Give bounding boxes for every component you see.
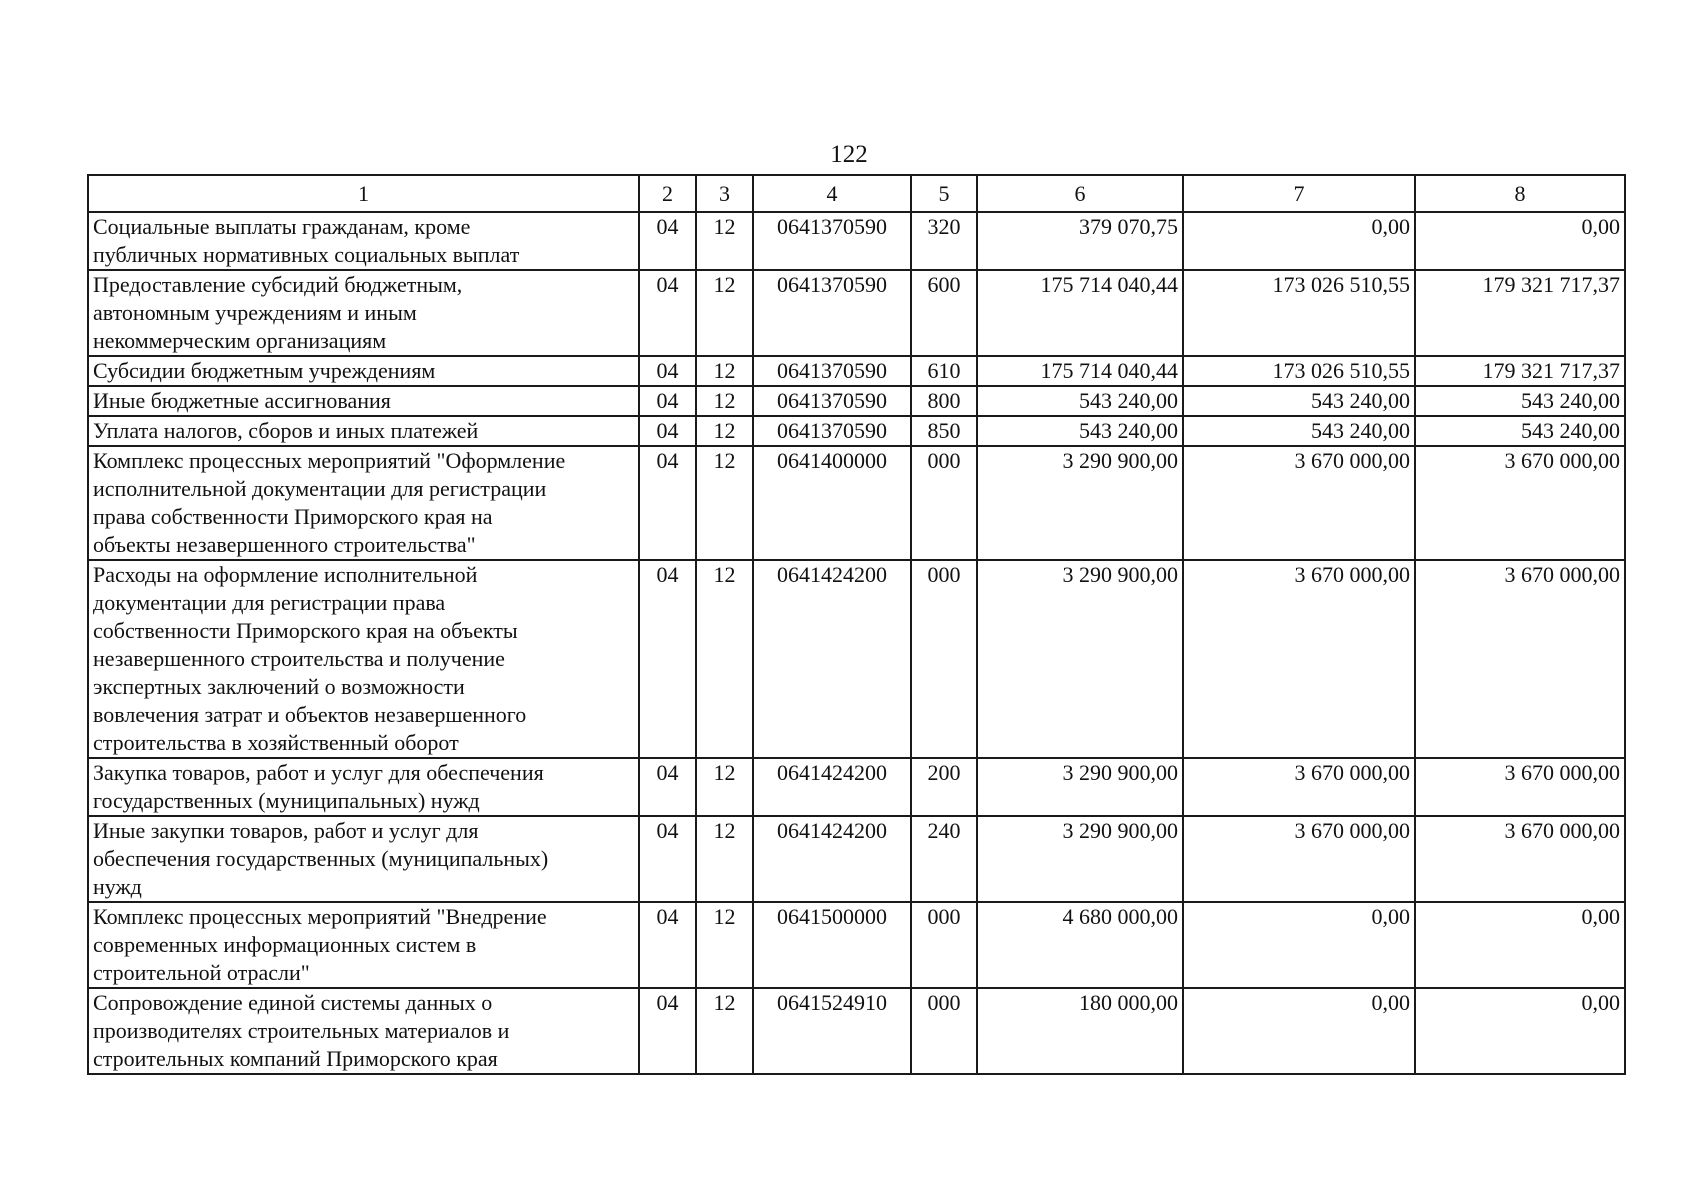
amount-col-6: 3 290 900,00 bbox=[977, 446, 1183, 560]
column-header: 6 bbox=[977, 175, 1183, 212]
description-line: строительной отрасли" bbox=[93, 960, 310, 985]
amount-col-7: 3 670 000,00 bbox=[1183, 446, 1415, 560]
subsection-code: 12 bbox=[696, 356, 753, 386]
description-line: Предоставление субсидий бюджетным, bbox=[93, 272, 463, 297]
target-article-code: 0641400000 bbox=[753, 446, 911, 560]
row-description bbox=[88, 212, 639, 270]
column-header: 8 bbox=[1415, 175, 1625, 212]
description-line: обеспечения государственных (муниципальных) bbox=[93, 846, 549, 871]
target-article-code: 0641424200 bbox=[753, 758, 911, 816]
subsection-code: 12 bbox=[696, 270, 753, 356]
amount-col-8: 0,00 bbox=[1415, 212, 1625, 270]
description-line: некоммерческим организациям bbox=[93, 328, 387, 353]
description-line: объекты незавершенного строительства" bbox=[93, 532, 476, 557]
target-article-code: 0641424200 bbox=[753, 816, 911, 902]
description-line: Сопровождение единой системы данных о bbox=[93, 990, 493, 1015]
row-description bbox=[88, 386, 639, 416]
expense-type-code: 200 bbox=[911, 758, 977, 816]
amount-col-8: 543 240,00 bbox=[1415, 416, 1625, 446]
amount-col-6: 379 070,75 bbox=[977, 212, 1183, 270]
row-description bbox=[88, 758, 639, 816]
target-article-code: 0641370590 bbox=[753, 416, 911, 446]
row-description bbox=[88, 356, 639, 386]
table-row bbox=[88, 988, 1625, 1074]
amount-col-7: 173 026 510,55 bbox=[1183, 270, 1415, 356]
amount-col-7: 3 670 000,00 bbox=[1183, 758, 1415, 816]
section-code: 04 bbox=[639, 270, 696, 356]
subsection-code: 12 bbox=[696, 816, 753, 902]
expense-type-code: 000 bbox=[911, 988, 977, 1074]
budget-table bbox=[87, 174, 1626, 1075]
row-description bbox=[88, 416, 639, 446]
expense-type-code: 610 bbox=[911, 356, 977, 386]
row-description bbox=[88, 446, 639, 560]
row-description bbox=[88, 902, 639, 988]
target-article-code: 0641500000 bbox=[753, 902, 911, 988]
table-row bbox=[88, 212, 1625, 270]
amount-col-7: 543 240,00 bbox=[1183, 386, 1415, 416]
subsection-code: 12 bbox=[696, 416, 753, 446]
expense-type-code: 240 bbox=[911, 816, 977, 902]
description-line: современных информационных систем в bbox=[93, 932, 477, 957]
amount-col-8: 0,00 bbox=[1415, 902, 1625, 988]
section-code: 04 bbox=[639, 902, 696, 988]
amount-col-6: 543 240,00 bbox=[977, 416, 1183, 446]
amount-col-6: 175 714 040,44 bbox=[977, 356, 1183, 386]
amount-col-7: 543 240,00 bbox=[1183, 416, 1415, 446]
table-row bbox=[88, 560, 1625, 758]
target-article-code: 0641370590 bbox=[753, 212, 911, 270]
description-line: Иные закупки товаров, работ и услуг для bbox=[93, 818, 479, 843]
amount-col-8: 179 321 717,37 bbox=[1415, 356, 1625, 386]
table-row bbox=[88, 446, 1625, 560]
expense-type-code: 000 bbox=[911, 560, 977, 758]
section-code: 04 bbox=[639, 988, 696, 1074]
description-line: экспертных заключений о возможности bbox=[93, 674, 465, 699]
table-row bbox=[88, 758, 1625, 816]
description-line: Комплекс процессных мероприятий "Оформление bbox=[93, 448, 566, 473]
table-row bbox=[88, 270, 1625, 356]
table-row bbox=[88, 416, 1625, 446]
row-description bbox=[88, 988, 639, 1074]
subsection-code: 12 bbox=[696, 988, 753, 1074]
table-header-row bbox=[88, 175, 1625, 212]
row-description bbox=[88, 270, 639, 356]
expense-type-code: 000 bbox=[911, 446, 977, 560]
table-row bbox=[88, 816, 1625, 902]
section-code: 04 bbox=[639, 356, 696, 386]
amount-col-8: 3 670 000,00 bbox=[1415, 816, 1625, 902]
description-line: незавершенного строительства и получение bbox=[93, 646, 505, 671]
amount-col-7: 3 670 000,00 bbox=[1183, 560, 1415, 758]
amount-col-8: 543 240,00 bbox=[1415, 386, 1625, 416]
page-number: 122 bbox=[830, 141, 868, 168]
description-line: строительства в хозяйственный оборот bbox=[93, 730, 459, 755]
subsection-code: 12 bbox=[696, 446, 753, 560]
table-body bbox=[88, 212, 1625, 1074]
table-row bbox=[88, 356, 1625, 386]
amount-col-8: 3 670 000,00 bbox=[1415, 446, 1625, 560]
amount-col-6: 175 714 040,44 bbox=[977, 270, 1183, 356]
description-line: права собственности Приморского края на bbox=[93, 504, 493, 529]
subsection-code: 12 bbox=[696, 902, 753, 988]
target-article-code: 0641370590 bbox=[753, 270, 911, 356]
section-code: 04 bbox=[639, 446, 696, 560]
amount-col-6: 543 240,00 bbox=[977, 386, 1183, 416]
table-row bbox=[88, 902, 1625, 988]
description-line: Социальные выплаты гражданам, кроме bbox=[93, 214, 471, 239]
amount-col-8: 3 670 000,00 bbox=[1415, 560, 1625, 758]
amount-col-6: 3 290 900,00 bbox=[977, 816, 1183, 902]
target-article-code: 0641370590 bbox=[753, 356, 911, 386]
target-article-code: 0641370590 bbox=[753, 386, 911, 416]
row-description bbox=[88, 816, 639, 902]
amount-col-8: 3 670 000,00 bbox=[1415, 758, 1625, 816]
description-line: Комплекс процессных мероприятий "Внедрение bbox=[93, 904, 547, 929]
amount-col-6: 3 290 900,00 bbox=[977, 758, 1183, 816]
description-line: собственности Приморского края на объекты bbox=[93, 618, 518, 643]
description-line: вовлечения затрат и объектов незавершенного bbox=[93, 702, 527, 727]
amount-col-6: 3 290 900,00 bbox=[977, 560, 1183, 758]
amount-col-6: 4 680 000,00 bbox=[977, 902, 1183, 988]
column-header: 5 bbox=[911, 175, 977, 212]
description-line: Закупка товаров, работ и услуг для обеспечения bbox=[93, 760, 544, 785]
description-line: Расходы на оформление исполнительной bbox=[93, 562, 478, 587]
amount-col-7: 173 026 510,55 bbox=[1183, 356, 1415, 386]
target-article-code: 0641524910 bbox=[753, 988, 911, 1074]
column-header: 2 bbox=[639, 175, 696, 212]
description-line: документации для регистрации права bbox=[93, 590, 446, 615]
column-header: 7 bbox=[1183, 175, 1415, 212]
amount-col-7: 3 670 000,00 bbox=[1183, 816, 1415, 902]
expense-type-code: 850 bbox=[911, 416, 977, 446]
row-description bbox=[88, 560, 639, 758]
description-line: нужд bbox=[93, 874, 142, 899]
description-line: Иные бюджетные ассигнования bbox=[93, 388, 391, 413]
section-code: 04 bbox=[639, 212, 696, 270]
expense-type-code: 320 bbox=[911, 212, 977, 270]
section-code: 04 bbox=[639, 560, 696, 758]
section-code: 04 bbox=[639, 416, 696, 446]
table-row bbox=[88, 386, 1625, 416]
description-line: производителях строительных материалов и bbox=[93, 1018, 510, 1043]
amount-col-7: 0,00 bbox=[1183, 988, 1415, 1074]
description-line: публичных нормативных социальных выплат bbox=[93, 242, 520, 267]
description-line: государственных (муниципальных) нужд bbox=[93, 788, 480, 813]
amount-col-7: 0,00 bbox=[1183, 902, 1415, 988]
column-header: 3 bbox=[696, 175, 753, 212]
amount-col-8: 179 321 717,37 bbox=[1415, 270, 1625, 356]
amount-col-8: 0,00 bbox=[1415, 988, 1625, 1074]
expense-type-code: 000 bbox=[911, 902, 977, 988]
description-line: Субсидии бюджетным учреждениям bbox=[93, 358, 436, 383]
expense-type-code: 800 bbox=[911, 386, 977, 416]
section-code: 04 bbox=[639, 758, 696, 816]
description-line: Уплата налогов, сборов и иных платежей bbox=[93, 418, 479, 443]
target-article-code: 0641424200 bbox=[753, 560, 911, 758]
amount-col-7: 0,00 bbox=[1183, 212, 1415, 270]
amount-col-6: 180 000,00 bbox=[977, 988, 1183, 1074]
description-line: автономным учреждениям и иным bbox=[93, 300, 417, 325]
column-header: 4 bbox=[753, 175, 911, 212]
subsection-code: 12 bbox=[696, 212, 753, 270]
expense-type-code: 600 bbox=[911, 270, 977, 356]
subsection-code: 12 bbox=[696, 560, 753, 758]
section-code: 04 bbox=[639, 816, 696, 902]
subsection-code: 12 bbox=[696, 386, 753, 416]
column-header: 1 bbox=[88, 175, 639, 212]
section-code: 04 bbox=[639, 386, 696, 416]
subsection-code: 12 bbox=[696, 758, 753, 816]
description-line: строительных компаний Приморского края bbox=[93, 1046, 498, 1071]
description-line: исполнительной документации для регистрации bbox=[93, 476, 547, 501]
